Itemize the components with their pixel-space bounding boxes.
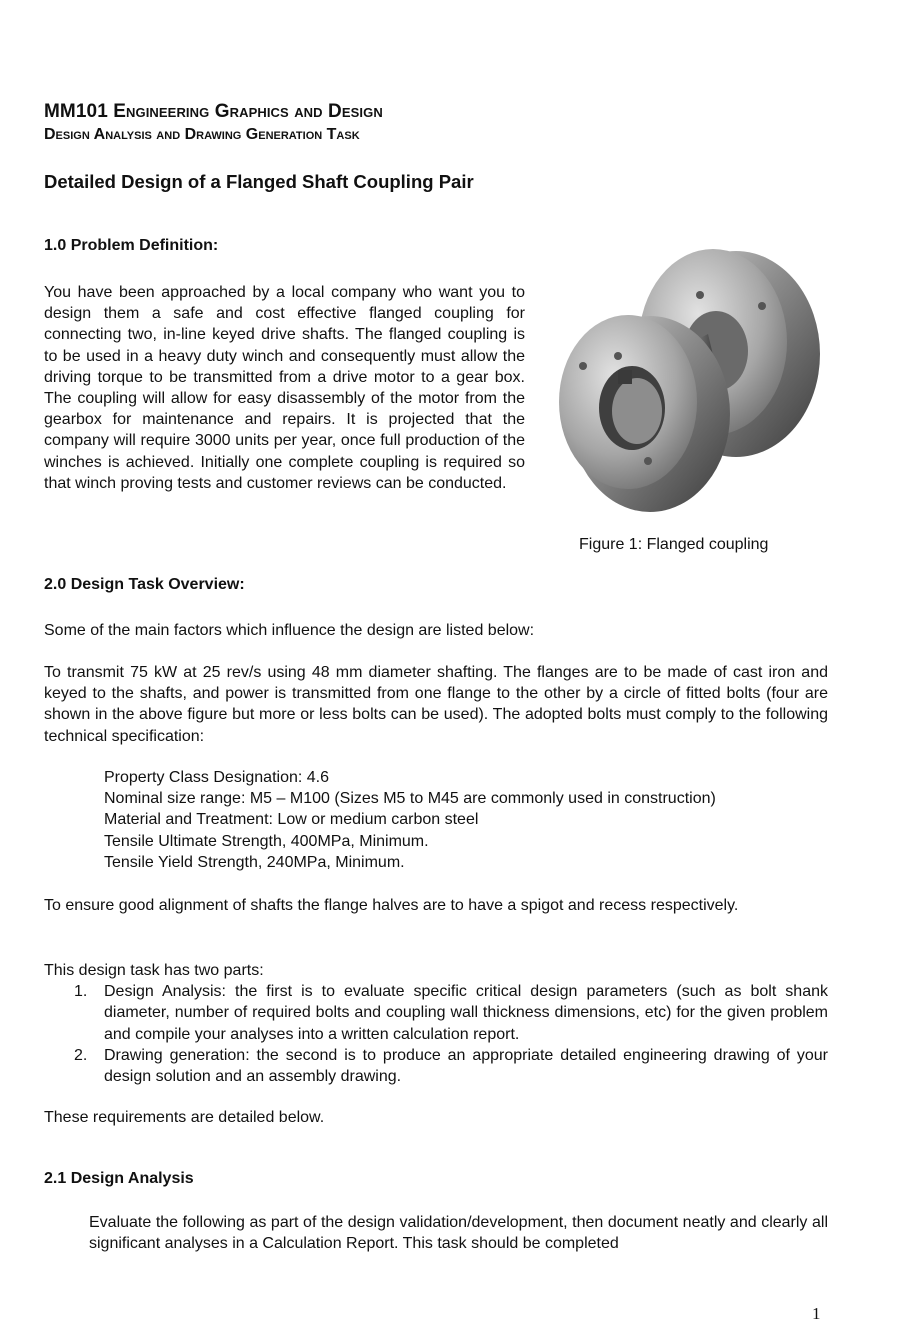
overview-paragraph: To transmit 75 kW at 25 rev/s using 48 mm diameter shafting. The flanges are to be made of cast iron and keyed to the shafts, and power is transmitted from one flange to the other by a circle of fitted bolts (four are shown in the above figure but more or less bolts can be used). The adopted bolts must comply to the following technical specification: — [44, 664, 828, 745]
keyway-icon — [618, 370, 632, 384]
design-task-parts — [44, 960, 828, 1087]
list-item-text: Design Analysis: the first is to evaluate specific critical design parameters (such as bolt shank diameter, number of required bolts and coupling wall thickness dimensions, etc) for the given problem and compile your analyses into a written calculation report. — [104, 983, 828, 1043]
list-item-number: 1. — [74, 983, 88, 1001]
flanged-coupling-figure — [558, 246, 828, 526]
spec-property-class: Property Class Designation: 4.6 — [104, 769, 329, 786]
section-heading-problem-definition: 1.0 Problem Definition: — [44, 237, 219, 254]
course-title: MM101 Engineering Graphics and Design — [44, 101, 383, 122]
spec-yield-strength: Tensile Yield Strength, 240MPa, Minimum. — [104, 853, 405, 871]
bolt-hole-icon — [579, 362, 587, 370]
problem-definition-paragraph: You have been approached by a local company who want you to design them a safe and cost effective flanged coupling for connecting two, in-line keyed drive shafts. The flanged coupling is to be used in a heavy duty winch and consequently must allow the driving torque to be transmitted from a drive motor to a gear box. The coupling will allow for easy disassembly of the motor from the gearbox for maintenance and repairs. It is projected that the company will require 3000 units per year, once full production of the winches is achieved. Initially one complete coupling is required so that winch proving tests and customer reviews can be conducted. — [44, 284, 525, 492]
front-flange — [559, 315, 730, 512]
parts-intro: This design task has two parts: — [44, 962, 264, 979]
page-number: 1 — [812, 1304, 821, 1323]
spec-material: Material and Treatment: Low or medium carbon steel — [104, 811, 479, 829]
design-analysis-paragraph: Evaluate the following as part of the design validation/development, then document neatly and clearly all significant analyses in a Calculation Report. This task should be completed — [89, 1214, 828, 1253]
bolt-hole-icon — [758, 302, 766, 310]
spec-ultimate-strength: Tensile Ultimate Strength, 400MPa, Minimum. — [104, 832, 429, 850]
section-heading-design-analysis: 2.1 Design Analysis — [44, 1170, 194, 1187]
alignment-paragraph: To ensure good alignment of shafts the flange halves are to have a spigot and recess respectively. — [44, 897, 739, 914]
task-title: Design Analysis and Drawing Generation Task — [44, 126, 360, 143]
list-item-number: 2. — [74, 1046, 88, 1064]
list-item — [44, 981, 828, 1045]
requirements-note: These requirements are detailed below. — [44, 1109, 325, 1126]
bolt-hole-icon — [696, 291, 704, 299]
bolt-hole-icon — [614, 352, 622, 360]
section-heading-design-task-overview: 2.0 Design Task Overview: — [44, 576, 245, 593]
bolt-spec-list — [104, 767, 716, 873]
overview-intro: Some of the main factors which influence the design are listed below: — [44, 622, 535, 639]
list-item — [44, 1045, 828, 1087]
figure-caption: Figure 1: Flanged coupling — [579, 536, 769, 553]
bolt-hole-icon — [644, 457, 652, 465]
document-title: Detailed Design of a Flanged Shaft Coupling Pair — [44, 171, 474, 192]
spec-size-range: Nominal size range: M5 – M100 (Sizes M5 to M45 are commonly used in construction) — [104, 790, 716, 808]
list-item-text: Drawing generation: the second is to produce an appropriate detailed engineering drawing of your design solution and an assembly drawing. — [104, 1046, 828, 1086]
